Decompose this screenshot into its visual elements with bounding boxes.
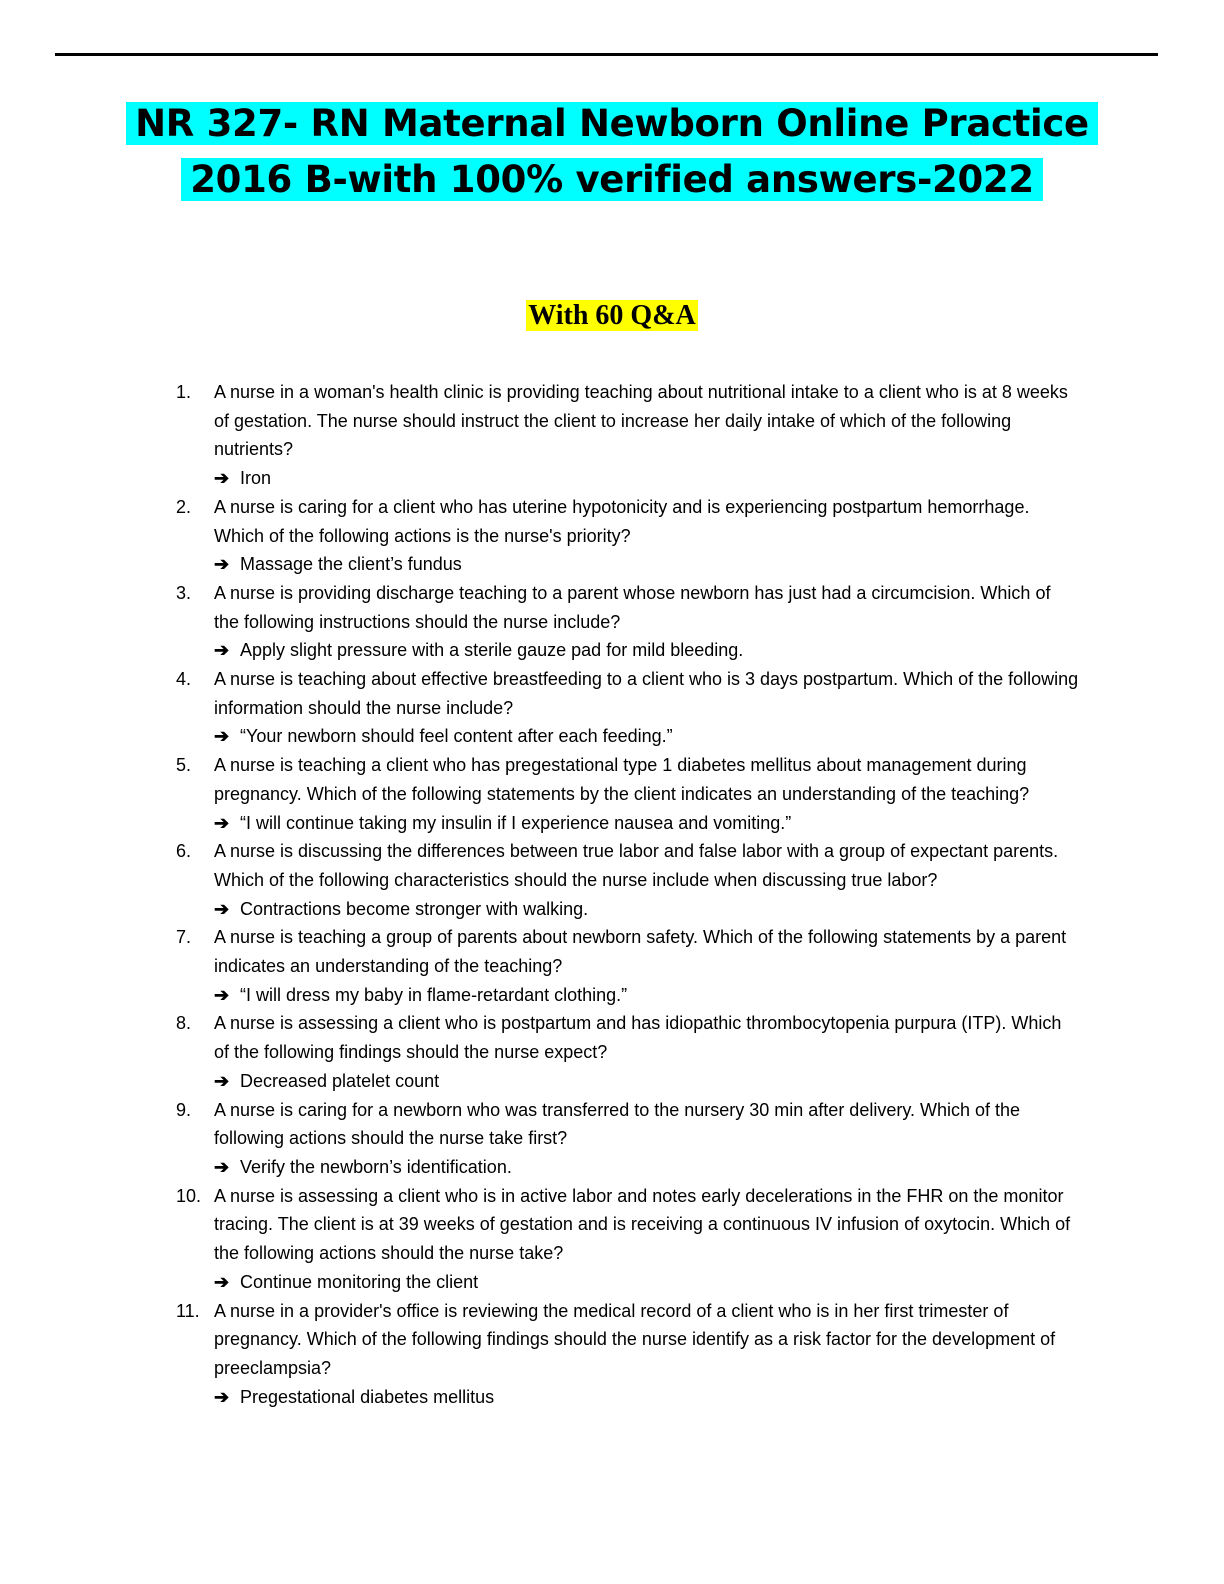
question-item [170,923,1080,1009]
question-text: A nurse is teaching a client who has pregestational type 1 diabetes mellitus about management during pregnancy. Which of the following statements by the client indicates an understanding of the teaching? [214,755,1030,804]
right-arrow-icon: ➔ [214,1386,230,1407]
question-number: 2. [176,496,192,517]
question-text: A nurse is discussing the differences between true labor and false labor with a group of expectant parents. Which of the following characteristics should the nurse include when discussing true labor? [214,841,1059,890]
answer-line [214,809,1080,838]
right-arrow-icon: ➔ [214,898,230,919]
answer-line [214,722,1080,751]
question-item [170,378,1080,493]
subtitle-text: With 60 Q&A [528,300,696,331]
answer-text: Continue monitoring the client [240,1271,479,1292]
title-line-1: NR 327- RN Maternal Newborn Online Practice [126,102,1098,145]
question-item [170,751,1080,837]
answer-text: Apply slight pressure with a sterile gauze pad for mild bleeding. [240,640,744,661]
top-horizontal-rule [55,53,1158,56]
document-subtitle [0,297,1224,335]
right-arrow-icon: ➔ [214,554,230,575]
question-text: A nurse is caring for a client who has uterine hypotonicity and is experiencing postpartum hemorrhage. Which of the following actions is the nurse's priority? [214,496,1030,546]
right-arrow-icon: ➔ [214,1156,230,1177]
question-list [170,378,1080,1411]
answer-line [214,981,1080,1010]
answer-text: Pregestational diabetes mellitus [240,1386,495,1407]
answer-text: Iron [240,468,272,489]
answer-line [214,464,1080,493]
right-arrow-icon: ➔ [214,726,230,747]
answer-line [214,895,1080,924]
answer-line [214,636,1080,665]
question-number: 4. [176,669,192,690]
right-arrow-icon: ➔ [214,984,230,1005]
question-item [170,493,1080,579]
question-item [170,837,1080,923]
answer-text: “Your newborn should feel content after each feeding.” [240,726,673,747]
question-number: 10. [176,1185,202,1206]
question-text: A nurse is teaching about effective breastfeeding to a client who is 3 days postpartum. Which of the following information should the nurse include? [214,669,1079,718]
question-number: 7. [176,927,192,948]
right-arrow-icon: ➔ [214,812,230,833]
question-number: 11. [176,1300,200,1321]
question-text: A nurse is providing discharge teaching to a parent whose newborn has just had a circumcision. Which of the following instructions should the nurse include? [214,582,1051,632]
right-arrow-icon: ➔ [214,468,230,489]
title-line-2: 2016 B-with 100% verified answers-2022 [181,158,1043,201]
question-number: 5. [176,755,192,776]
answer-line [214,1067,1080,1096]
question-number: 6. [176,841,192,862]
question-text: A nurse in a woman's health clinic is providing teaching about nutritional intake to a client who is at 8 weeks of gestation. The nurse should instruct the client to increase her daily intake of which of the following nutrients? [214,382,1068,460]
answer-line [214,1383,1080,1412]
answer-line [214,550,1080,579]
answer-line [214,1153,1080,1182]
answer-text: Decreased platelet count [240,1070,440,1091]
right-arrow-icon: ➔ [214,1070,230,1091]
question-item [170,1009,1080,1095]
right-arrow-icon: ➔ [214,1271,230,1292]
question-number: 9. [176,1099,192,1120]
question-text: A nurse is assessing a client who is in active labor and notes early decelerations in the FHR on the monitor tracing. The client is at 39 weeks of gestation and is receiving a continuous IV infusion of oxytocin. Which of the following actions should the nurse take? [214,1185,1071,1264]
question-text: A nurse is teaching a group of parents about newborn safety. Which of the following statements by a parent indicates an understanding of the teaching? [214,927,1067,977]
question-number: 8. [176,1013,192,1034]
document-title [0,96,1224,208]
question-text: A nurse is caring for a newborn who was transferred to the nursery 30 min after delivery. Which of the following actions should the nurse take first? [214,1099,1021,1149]
question-text: A nurse is assessing a client who is postpartum and has idiopathic thrombocytopenia purpura (ITP). Which of the following findings should the nurse expect? [214,1013,1062,1063]
answer-text: “I will continue taking my insulin if I experience nausea and vomiting.” [240,812,792,833]
question-number: 3. [176,582,192,603]
answer-text: “I will dress my baby in flame-retardant clothing.” [240,984,628,1005]
question-item [170,1182,1080,1297]
right-arrow-icon: ➔ [214,640,230,661]
answer-text: Verify the newborn’s identification. [240,1156,512,1177]
question-text: A nurse in a provider's office is reviewing the medical record of a client who is in her first trimester of pregnancy. Which of the following findings should the nurse identify as a risk factor for the development of preeclampsia? [214,1300,1056,1378]
question-item [170,1096,1080,1182]
answer-line [214,1268,1080,1297]
question-item [170,1297,1080,1412]
answer-text: Contractions become stronger with walking. [240,898,589,919]
question-item [170,665,1080,751]
question-item [170,579,1080,665]
question-number: 1. [176,382,192,402]
answer-text: Massage the client’s fundus [240,554,462,575]
